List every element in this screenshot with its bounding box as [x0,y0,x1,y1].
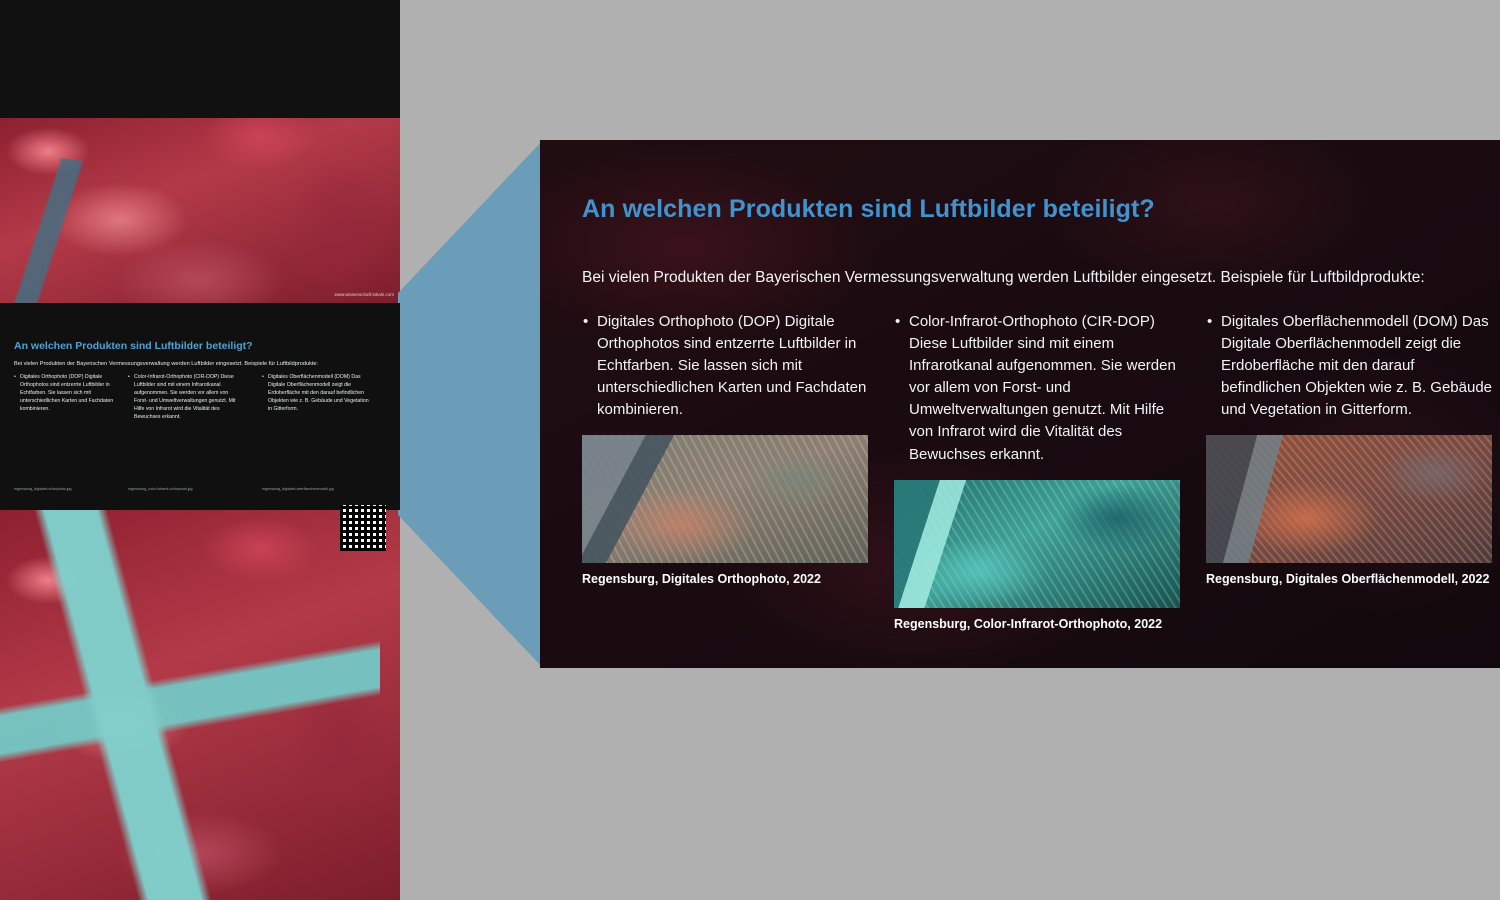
poster-caption-dom: regensburg_digitales-oberflaechenmodell.jpg [262,487,334,491]
poster-aerial-photo-top [0,118,400,303]
aerial-photo-dom [1206,435,1492,563]
poster-aerial-photo-bottom [0,510,400,900]
poster-header [0,0,400,118]
caption-dop: Regensburg, Digitales Orthophoto, 2022 [582,572,821,587]
product-column-dom [1206,311,1492,630]
poster-caption-dop: regensburg_digitales-orthophoto.jpg [14,487,72,491]
caption-cir: Regensburg, Color-Infrarot-Orthophoto, 2022 [894,616,1163,631]
poster-column-dom [262,373,372,413]
poster-section-title: An welchen Produkten sind Luftbilder beteiligt? [14,340,253,352]
caption-dom: Regensburg, Digitales Oberflächenmodell, 2022 [1206,572,1490,587]
aerial-photo-dop [582,435,868,563]
poster-bullet-cir: • Color-Infrarot-Orthophoto (CIR-DOP) Diese Luftbilder sind mit einem Infrarotkanal aufgenommen. Sie werden vor allem von Forst- und Umweltverwaltungen genutzt. Mit Hilfe von Infrarot wird die Vitalität des Bewuchses erkannt. [128,373,238,421]
poster-document [0,0,400,900]
product-columns [582,311,1493,631]
poster-column-dop [14,373,124,413]
product-bullet-cir: • Color-Infrarot-Orthophoto (CIR-DOP) Diese Luftbilder sind mit einem Infrarotkanal aufgenommen. Sie werden vor allem von Forst- und Umweltverwaltungen genutzt. Mit Hilfe von Infrarot wird die Vitalität des Bewuchses erkannt. [894,311,1180,465]
product-bullet-dop: • Digitales Orthophoto (DOP) Digitale Orthophotos sind entzerrte Luftbilder in Echtfarben. Sie lassen sich mit unterschiedlichen Karten und Fachdaten kombinieren. [582,311,868,421]
product-column-dop [582,311,868,630]
poster-bullet-dop: • Digitales Orthophoto (DOP) Digitale Orthophotos sind entzerrte Luftbilder in Echtfarben. Sie lassen sich mit unterschiedlichen Karten und Fachdaten kombinieren. [14,373,124,413]
product-bullet-dom: • Digitales Oberflächenmodell (DOM) Das Digitale Oberflächenmodell zeigt die Erdoberfläche mit den darauf befindlichen Objekten wie z. B. Gebäude und Vegetation in Gitterform. [1206,311,1492,421]
aerial-photo-cir [894,480,1180,608]
callout-zoom-connector [398,140,543,668]
river-shape [0,150,130,317]
panel-intro-text: Bei vielen Produkten der Bayerischen Vermessungsverwaltung werden Luftbilder eingesetzt. Beispiele für Luftbildprodukte: [582,269,1425,286]
product-column-cir [894,311,1180,630]
zoom-detail-panel [540,140,1500,668]
panel-title: An welchen Produkten sind Luftbilder beteiligt? [582,195,1155,223]
poster-column-cir [128,373,238,421]
qr-code-icon[interactable] [340,505,386,551]
river-shape-large [0,510,380,900]
poster-bullet-dom: • Digitales Oberflächenmodell (DOM) Das Digitale Oberflächenmodell zeigt die Erdoberfläche mit den darauf befindlichen Objekten wie z. B. Gebäude und Vegetation in Gitterform. [262,373,372,413]
poster-caption-cir: regensburg_color-infrarot-orthophoto.jpg [128,487,193,491]
poster-photo-credit: www.wissenschaft-lokale.com [334,292,394,297]
poster-intro-text: Bei vielen Produkten der Bayerischen Vermessungsverwaltung werden Luftbilder eingesetzt. Beispiele für Luftbildprodukte: [14,361,319,367]
